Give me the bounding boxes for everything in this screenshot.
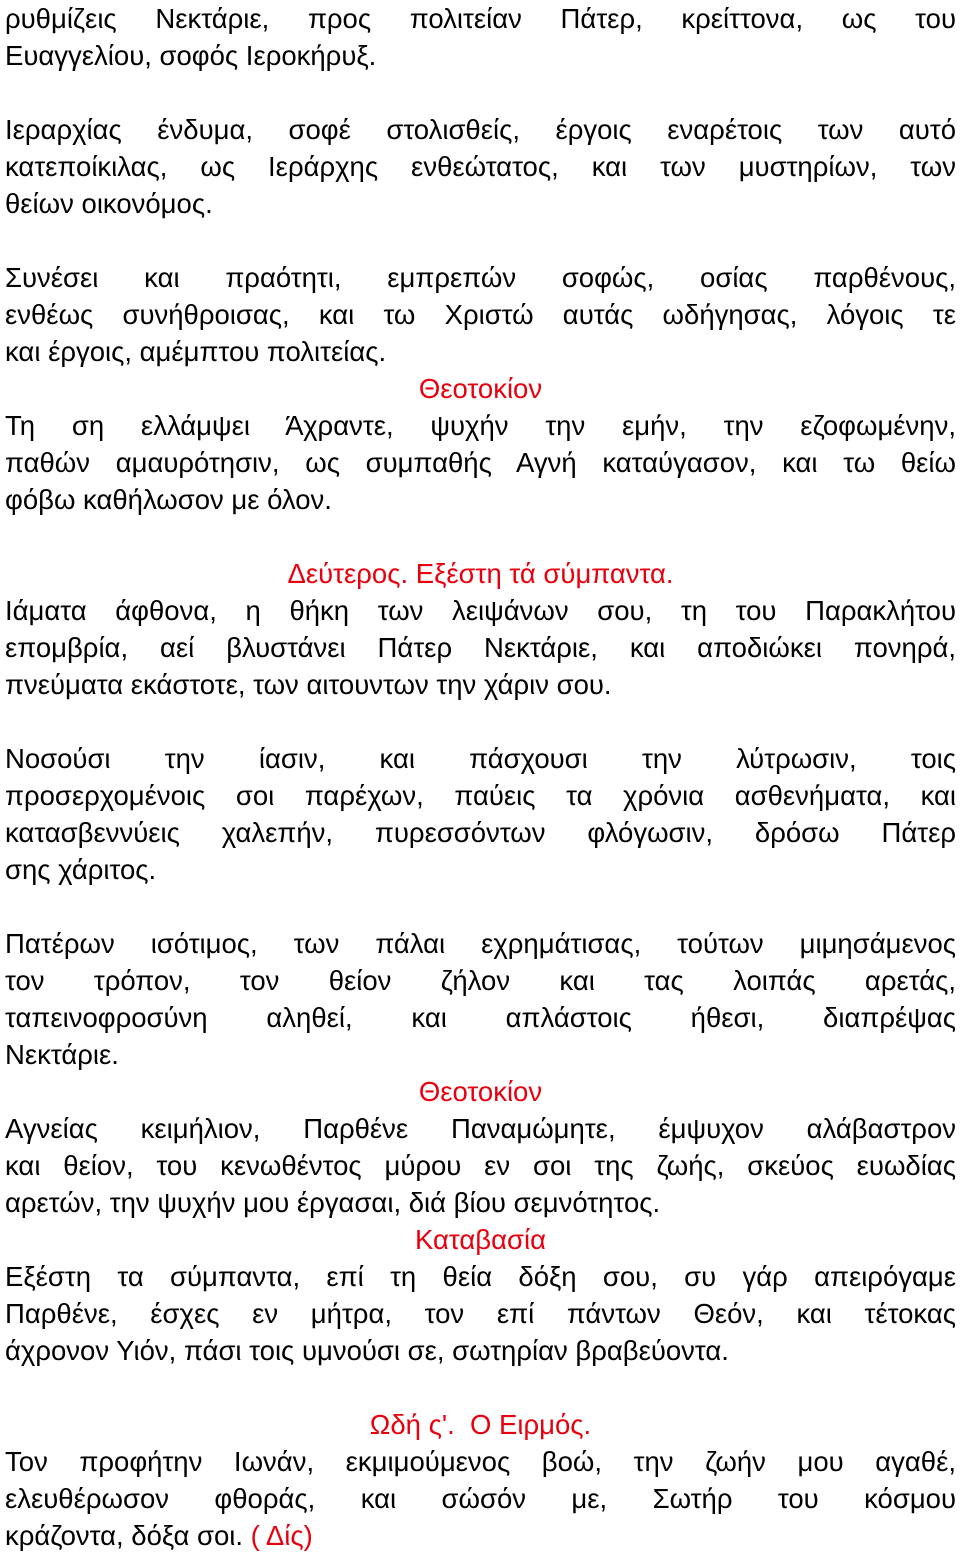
text-line: Νοσούσι την ίασιν, και πάσχουσι την λύτρωσιν, τοις [5, 743, 956, 774]
text-line: αρετών, την ψυχήν μου έργασαι, διά βίου σεμνότητος. [5, 1187, 661, 1218]
heading-tone: Δεύτερος. Εξέστη τά σύμπαντα. [287, 558, 674, 589]
paragraph [5, 111, 956, 222]
text-line: ταπεινοφροσύνη αληθεί, και απλάστοις ήθεσι, διαπρέψας [5, 1002, 956, 1033]
text-line: Αγνείας κειμήλιον, Παρθένε Παναμώμητε, έμψυχον αλάβαστρον [5, 1113, 956, 1144]
text-line: Εξέστη τα σύμπαντα, επί τη θεία δόξη σου, συ γάρ απειρόγαμε [5, 1261, 956, 1292]
text-line: και έργοις, αμέμπτου πολιτείας. [5, 336, 387, 367]
repeat-marker: ( Δίς) [250, 1520, 313, 1551]
text-line: προσερχομένοις σοι παρέχων, παύεις τα χρόνια ασθενήματα, και [5, 780, 956, 811]
paragraph [5, 0, 956, 74]
paragraph [5, 407, 956, 518]
paragraph-gap [5, 703, 956, 740]
text-line: Νεκτάριε. [5, 1039, 119, 1070]
paragraph [5, 1110, 956, 1221]
paragraph-gap [5, 1369, 956, 1406]
paragraph [5, 1443, 956, 1554]
text-line-content: κράζοντα, δόξα σοι. [5, 1520, 244, 1551]
text-line: άχρονον Υιόν, πάσι τοις υμνούσι σε, σωτηρίαν βραβεύοντα. [5, 1335, 729, 1366]
paragraph-gap [5, 74, 956, 111]
paragraph-gap [5, 518, 956, 555]
heading-theotokion: Θεοτοκίον [418, 373, 543, 404]
text-line: Ευαγγελίου, σοφός Ιεροκήρυξ. [5, 40, 377, 71]
text-line: και θείον, του κενωθέντος μύρου εν σοι της ζωής, σκεύος ευωδίας [5, 1150, 956, 1181]
text-line: κατασβεννύεις χαλεπήν, πυρεσσόντων φλόγωσιν, δρόσω Πάτερ [5, 817, 956, 848]
paragraph-gap [5, 222, 956, 259]
text-line: Πατέρων ισότιμος, των πάλαι εχρημάτισας, τούτων μιμησάμενος [5, 928, 956, 959]
text-line: Ιεραρχίας ένδυμα, σοφέ στολισθείς, έργοις εναρέτοις των αυτό [5, 114, 956, 145]
heading-theotokion: Θεοτοκίον [418, 1076, 543, 1107]
text-line: ελευθέρωσον φθοράς, και σώσόν με, Σωτήρ του κόσμου [5, 1483, 956, 1514]
text-line [5, 1517, 956, 1554]
text-line: παθών αμαυρότησιν, ως συμπαθής Αγνή καταύγασον, και τω θείω [5, 447, 956, 478]
text-line: Παρθένε, έσχες εν μήτρα, τον επί πάντων Θεόν, και τέτοκας [5, 1298, 956, 1329]
paragraph-gap [5, 888, 956, 925]
text-line: επομβρία, αεί βλυστάνει Πάτερ Νεκτάριε, και αποδιώκει πονηρά, [5, 632, 956, 663]
text-line: τον τρόπον, τον θείον ζήλον και τας λοιπάς αρετάς, [5, 965, 956, 996]
text-line: Τη ση ελλάμψει Άχραντε, ψυχήν την εμήν, την εζοφωμένην, [5, 410, 956, 441]
heading-katavasia: Καταβασία [415, 1224, 546, 1255]
text-line: σης χάριτος. [5, 854, 157, 885]
paragraph [5, 259, 956, 370]
text-line: κατεποίκιλας, ως Ιεράρχης ενθεώτατος, και των μυστηρίων, των [5, 151, 956, 182]
text-line: Συνέσει και πραότητι, εμπρεπών σοφώς, οσίας παρθένους, [5, 262, 956, 293]
paragraph [5, 925, 956, 1073]
paragraph [5, 592, 956, 703]
paragraph [5, 1258, 956, 1369]
text-line: φόβω καθήλωσον με όλον. [5, 484, 332, 515]
text-line: Ιάματα άφθονα, η θήκη των λειψάνων σου, τη του Παρακλήτου [5, 595, 956, 626]
text-line: θείων οικονόμος. [5, 188, 213, 219]
text-line: Τον προφήτην Ιωνάν, εκμιμούμενος βοώ, την ζωήν μου αγαθέ, [5, 1446, 956, 1477]
text-line: ρυθμίζεις Νεκτάριε, προς πολιτείαν Πάτερ, κρείττονα, ως του [5, 3, 956, 34]
text-line: ενθέως συνήθροισας, και τω Χριστώ αυτάς ωδήγησας, λόγοις τε [5, 299, 956, 330]
document-page [5, 0, 956, 1554]
heading-ode: Ωδή ς'. Ο Ειρμός. [369, 1409, 592, 1440]
text-line: πνεύματα εκάστοτε, των αιτουντων την χάριν σου. [5, 669, 612, 700]
paragraph [5, 740, 956, 888]
